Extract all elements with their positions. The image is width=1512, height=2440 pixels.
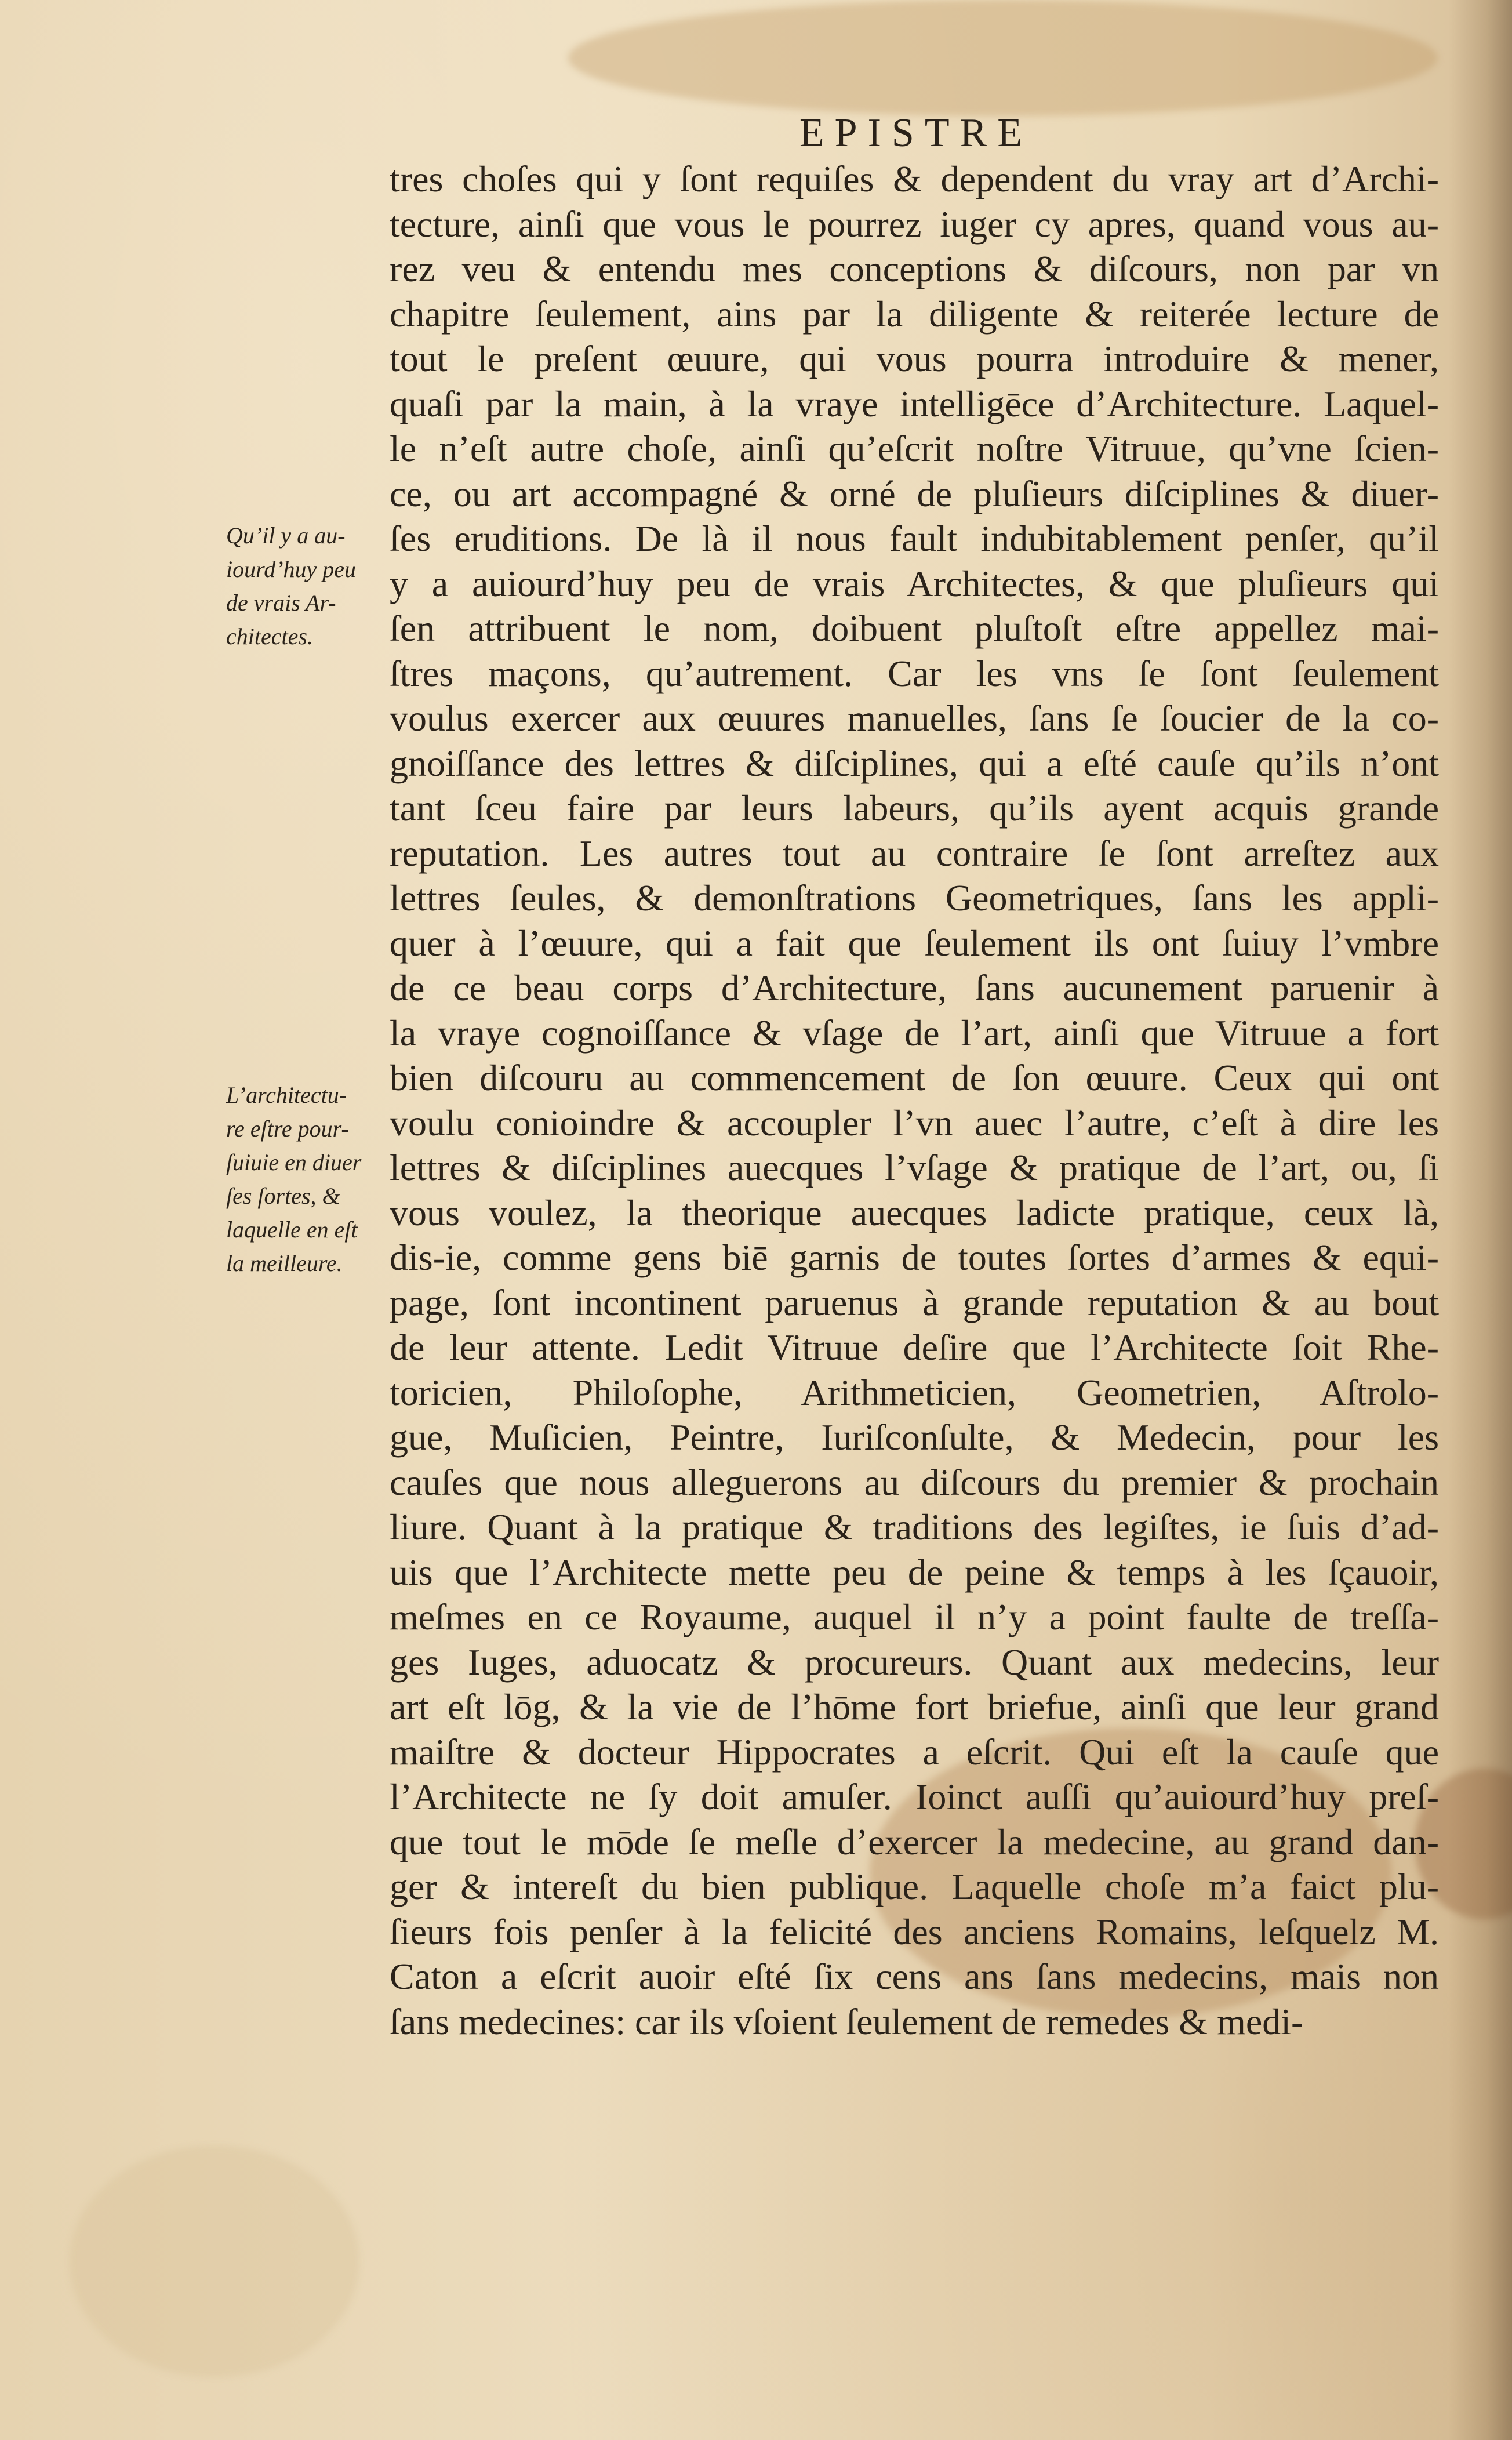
text-line: ſtres maçons, qu’autrement. Car les vns ſe ſont ſeulement [390,652,1439,694]
text-line: que tout le mōde ſe meſle d’exercer la medecine, au grand dan- [390,1821,1439,1862]
text-line: Caton a eſcrit auoir eſté ſix cens ans ſans medecins, mais non [390,1956,1439,1997]
text-line: tecture, ainſi que vous le pourrez iuger cy apres, quand vous au- [390,203,1439,245]
margin-note-line: ſes ſortes, & [226,1183,340,1209]
text-line: ſen attribuent le nom, doibuent pluſtoſt eſtre appellez mai- [390,608,1439,649]
margin-note-line: iourd’huy peu [226,556,357,582]
text-line: page, ſont incontinent paruenus à grande reputation & au bout [390,1281,1439,1323]
text-line: tant ſceu faire par leurs labeurs, qu’ils ayent acquis grande [390,787,1439,829]
text-line: ger & intereſt du bien publique. Laquelle choſe m’a faict plu- [390,1866,1439,1907]
text-line: de ce beau corps d’Architecture, ſans aucunement paruenir à [390,967,1439,1008]
text-line: la vraye cognoiſſance & vſage de l’art, ainſi que Vitruue a fort [390,1012,1439,1054]
margin-note-line: ſuiuie en diuer [226,1149,362,1175]
text-line: ges Iuges, aduocatz & procureurs. Quant aux medecins, leur [390,1641,1439,1683]
text-line: meſmes en ce Royaume, auquel il n’y a point faulte de treſſa- [390,1596,1439,1637]
text-line: ce, ou art accompagné & orné de pluſieurs diſciplines & diuer- [390,473,1439,514]
text-line: cauſes que nous alleguerons au diſcours du premier & prochain [390,1461,1439,1503]
text-line: tout le preſent œuure, qui vous pourra introduire & mener, [390,338,1439,379]
text-line: y a auiourd’huy peu de vrais Architectes, & que pluſieurs qui [390,562,1439,604]
water-stain [70,2145,359,2377]
text-line: le n’eſt autre choſe, ainſi qu’eſcrit noſtre Vitruue, qu’vne ſcien- [390,428,1439,469]
text-line: liure. Quant à la pratique & traditions des legiſtes, ie ſuis d’ad- [390,1506,1439,1548]
text-line: voulu conioindre & accoupler l’vn auec l’autre, c’eſt à dire les [390,1102,1439,1143]
text-line: vous voulez, la theorique auecques ladicte pratique, ceux là, [390,1192,1439,1233]
margin-note-line: Qu’il y a au- [226,522,346,549]
running-head: EPISTRE [799,111,1033,155]
margin-note-line: chitectes. [226,623,313,649]
text-line: gnoiſſance des lettres & diſciplines, qui a eſté cauſe qu’ils n’ont [390,742,1439,784]
text-line: rez veu & entendu mes conceptions & diſcours, non par vn [390,248,1439,289]
page-spine-shadow [1448,0,1512,2440]
text-line: quer à l’œuure, qui a fait que ſeulement ils ont ſuiuy l’vmbre [390,922,1439,964]
text-line: ſans medecines: car ils vſoient ſeulement de remedes & medi- [390,2000,1304,2042]
margin-note-line: la meilleure. [226,1250,343,1276]
text-line: voulus exercer aux œuures manuelles, ſans ſe ſoucier de la co- [390,698,1439,739]
text-line: gue, Muſicien, Peintre, Iuriſconſulte, & Medecin, pour les [390,1417,1439,1458]
text-line: art eſt lōg, & la vie de l’hōme fort briefue, ainſi que leur grand [390,1686,1439,1727]
margin-note-line: L’architectu- [226,1082,347,1108]
text-line: ſes eruditions. De là il nous fault indubitablement penſer, qu’il [390,518,1439,559]
text-line: uis que l’Architecte mette peu de peine & temps à les ſçauoir, [390,1551,1439,1593]
body-text [390,157,1439,2044]
margin-note-line: re eſtre pour- [226,1116,349,1142]
text-line: quaſi par la main, à la vraye intelligēce d’Architecture. Laquel- [390,383,1439,424]
margin-note-line: laquelle en eſt [226,1217,358,1243]
text-line: bien diſcouru au commencement de ſon œuure. Ceux qui ont [390,1057,1439,1098]
text-line: toricien, Philoſophe, Arithmeticien, Geometrien, Aſtrolo- [390,1371,1439,1413]
text-line: lettres & diſciplines auecques l’vſage & pratique de l’art, ou, ſi [390,1147,1439,1188]
text-line: lettres ſeules, & demonſtrations Geometriques, ſans les appli- [390,877,1439,918]
text-line: reputation. Les autres tout au contraire ſe ſont arreſtez aux [390,832,1439,874]
margin-note [226,1079,400,1280]
text-line: de leur attente. Ledit Vitruue deſire que l’Architecte ſoit Rhe- [390,1327,1439,1368]
water-stain [568,0,1438,116]
text-line: chapitre ſeulement, ains par la diligente & reiterée lecture de [390,293,1439,335]
text-line: ſieurs fois penſer à la felicité des anciens Romains, leſquelz M. [390,1911,1439,1952]
text-line: l’Architecte ne ſy doit amuſer. Ioinct auſſi qu’auiourd’huy preſ- [390,1776,1439,1817]
text-line: dis-ie, comme gens biē garnis de toutes ſortes d’armes & equi- [390,1237,1439,1278]
text-line: tres choſes qui y ſont requiſes & dependent du vray art d’Archi- [390,158,1439,199]
margin-note [226,519,400,653]
margin-note-line: de vrais Ar- [226,590,336,616]
text-line: maiſtre & docteur Hippocrates a eſcrit. Qui eſt la cauſe que [390,1731,1439,1773]
